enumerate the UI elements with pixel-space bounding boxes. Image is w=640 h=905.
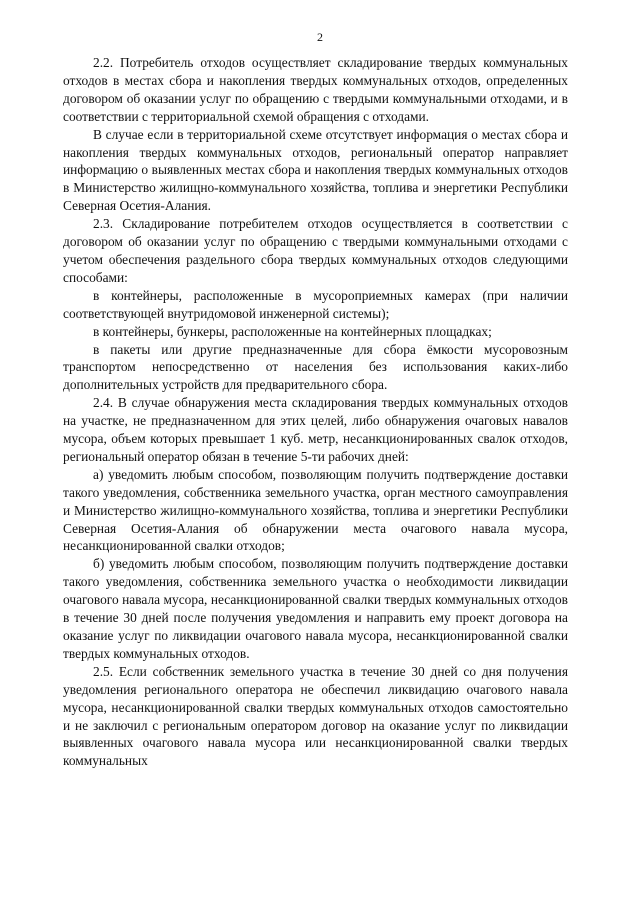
- list-item-bags: в пакеты или другие предназначенные для сбора ёмкости мусоровозным транспортом непосредственно от населения без использования каких-либо дополнительных устройств для предварительного сбора.: [63, 341, 568, 393]
- list-item-containers-chambers: в контейнеры, расположенные в мусороприемных камерах (при наличии соответствующей внутридомовой инженерной системы);: [63, 287, 568, 321]
- list-item-containers-sites: в контейнеры, бункеры, расположенные на контейнерных площадках;: [93, 323, 492, 339]
- paragraph-2-4-b: б) уведомить любым способом, позволяющим получить подтверждение доставки такого уведомления, собственника земельного участка о необходимости ликвидации очагового навала мусора, несанкционированной свалки твердых коммунальных отходов в течение 30 дней после получения уведомления и направить ему проект договора на оказание услуг по ликвидации очагового навала мусора, несанкционированной свалки твердых коммунальных отходов.: [63, 556, 568, 661]
- page-number: 2: [317, 30, 323, 44]
- paragraph-2-4-a: а) уведомить любым способом, позволяющим получить подтверждение доставки такого уведомления, собственника земельного участка, орган местного самоуправления и Министерство жилищно-коммунального хозяйства, топлива и энергетики Республики Северная Осетия-Алания об обнаружении места очагового навала мусора, несанкционированной свалки отходов;: [63, 466, 568, 554]
- paragraph-territorial-scheme: В случае если в территориальной схеме отсутствует информация о местах сбора и накопления твердых коммунальных отходов, региональный оператор направляет информацию о выявленных местах сбора и накопления твердых коммунальных отходов в Министерство жилищно-коммунального хозяйства, топлива и энергетики Республики Северная Осетия-Алания.: [63, 126, 568, 214]
- paragraph-2-3: 2.3. Складирование потребителем отходов осуществляется в соответствии с договором об оказании услуг по обращению с твердыми коммунальными отходами с учетом обеспечения раздельного сбора твердых коммунальных отходов следующими способами:: [63, 216, 568, 285]
- paragraph-2-5: 2.5. Если собственник земельного участка в течение 30 дней со дня получения уведомления регионального оператора не обеспечил ликвидацию очагового навала мусора, несанкционированной свалки твердых коммунальных отходов самостоятельно и не заключил с региональным оператором договор на оказание услуг по ликвидации выявленных очагового навала мусора или несанкционированной свалки твердых коммунальных: [63, 663, 568, 769]
- paragraph-2-4: 2.4. В случае обнаружения места складирования твердых коммунальных отходов на участке, не предназначенном для этих целей, либо обнаружения очаговых навалов мусора, объем которых превышает 1 куб. метр, несанкционированных свалок отходов, региональный оператор обязан в течение 5-ти рабочих дней:: [63, 395, 568, 464]
- paragraph-2-2: 2.2. Потребитель отходов осуществляет складирование твердых коммунальных отходов в местах сбора и накопления твердых коммунальных отходов, определенных договором об оказании услуг по обращению с твердыми коммунальными отходами, и в соответствии с территориальной схемой обращения с отходами.: [63, 55, 568, 124]
- document-body: [63, 54, 568, 770]
